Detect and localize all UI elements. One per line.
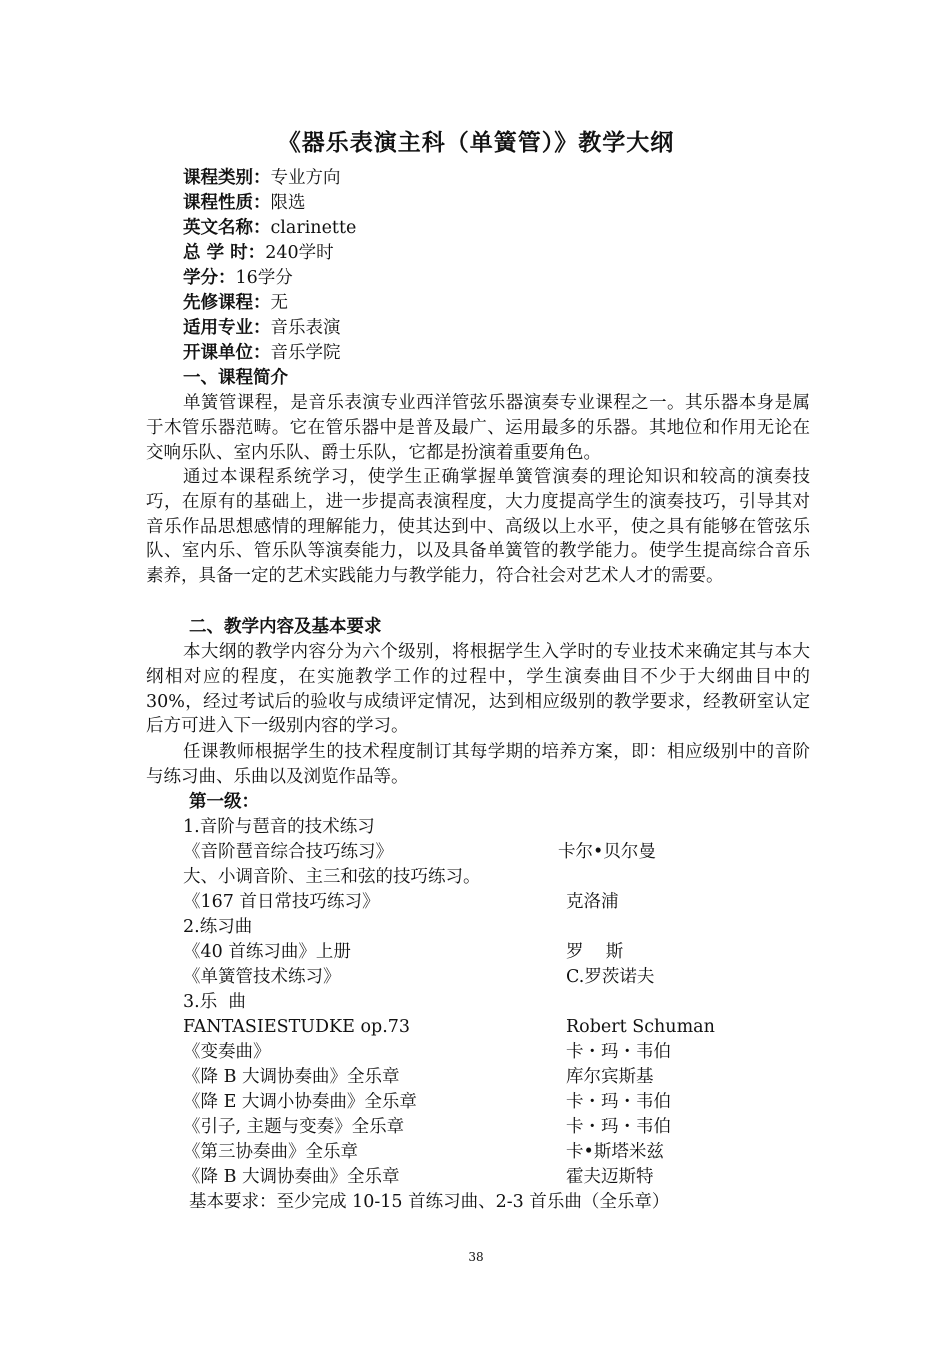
- repertoire-author: 库尔宾斯基: [566, 1067, 654, 1087]
- repertoire-work: 《音阶琶音综合技巧练习》: [183, 842, 393, 862]
- repertoire-author: 卡・玛・韦伯: [566, 1092, 671, 1112]
- content-paragraph-1: 本大纲的教学内容分为六个级别，将根据学生入学时的专业技术来确定其与本大纲相对应的程度，在实施教学工作的过程中，学生演奏曲目不少于大纲曲目中的 30%，经过考试后的验收与成绩评定情况，达到相应级别的教学要求，经教研室认定后方可进入下一级别内容的学习。: [146, 642, 810, 737]
- repertoire-work: 《引子, 主题与变奏》全乐章: [183, 1117, 405, 1137]
- meta-value: 16学分: [235, 268, 293, 288]
- meta-row-credits: [183, 266, 293, 290]
- meta-value: 无: [270, 293, 288, 313]
- section-heading-intro: 一、课程简介: [183, 368, 288, 388]
- repertoire-work: 《降 B 大调协奏曲》全乐章: [183, 1167, 400, 1187]
- meta-label: 适用专业：: [183, 318, 271, 338]
- repertoire-author: 卡•斯塔米兹: [566, 1142, 664, 1162]
- meta-row-english-name: [183, 216, 356, 240]
- meta-label: 课程类别：: [183, 168, 271, 188]
- meta-value: clarinette: [270, 218, 357, 238]
- meta-value: 240学时: [265, 243, 334, 263]
- repertoire-work: 《变奏曲》: [183, 1042, 271, 1062]
- meta-label: 总 学 时：: [183, 243, 266, 263]
- pieces-heading: 3.乐 曲: [183, 992, 246, 1012]
- meta-row-category: [183, 166, 341, 190]
- repertoire-author: 卡尔•贝尔曼: [558, 842, 656, 862]
- basic-requirement: 基本要求：至少完成 10-15 首练习曲、2-3 首乐曲（全乐章）: [189, 1192, 670, 1212]
- meta-row-hours: [183, 241, 334, 265]
- intro-paragraph-1: 单簧管课程，是音乐表演专业西洋管弦乐器演奏专业课程之一。其乐器本身是属于木管乐器范畴。它在管乐器中是普及最广、运用最多的乐器。其地位和作用无论在交响乐队、室内乐队、爵士乐队，它都是扮演着重要角色。: [146, 393, 810, 463]
- level-1-heading: 第一级：: [189, 792, 259, 812]
- repertoire-work: 《167 首日常技巧练习》: [183, 892, 380, 912]
- repertoire-work: 《单簧管技术练习》: [183, 967, 341, 987]
- meta-value: 音乐学院: [270, 343, 341, 363]
- repertoire-author: 霍夫迈斯特: [566, 1167, 654, 1187]
- scales-note: 大、小调音阶、主三和弦的技巧练习。: [183, 867, 481, 887]
- meta-row-department: [183, 341, 341, 365]
- meta-value: 限选: [270, 193, 306, 213]
- repertoire-work: 《第三协奏曲》全乐章: [183, 1142, 358, 1162]
- etudes-heading: 2.练习曲: [183, 917, 253, 937]
- meta-row-nature: [183, 191, 306, 215]
- document-title: 《器乐表演主科（单簧管）》教学大纲: [277, 130, 675, 156]
- meta-label: 课程性质：: [183, 193, 271, 213]
- repertoire-author: 罗 斯: [566, 942, 624, 962]
- repertoire-work: 《40 首练习曲》上册: [183, 942, 351, 962]
- repertoire-work: 《降 B 大调协奏曲》全乐章: [183, 1067, 400, 1087]
- meta-label: 学分：: [183, 268, 236, 288]
- meta-label: 先修课程：: [183, 293, 271, 313]
- repertoire-author: 卡・玛・韦伯: [566, 1042, 671, 1062]
- page-number: 38: [468, 1250, 484, 1264]
- meta-value: 音乐表演: [270, 318, 341, 338]
- intro-paragraph-2: 通过本课程系统学习，使学生正确掌握单簧管演奏的理论知识和较高的演奏技巧，在原有的基础上，进一步提高表演程度，大力度提高学生的演奏技巧，引导其对音乐作品思想感情的理解能力，使其达到中、高级以上水平，使之具有能够在管弦乐队、室内乐、管乐队等演奏能力，以及具备单簧管的教学能力。使学生提高综合音乐素养，具备一定的艺术实践能力与教学能力，符合社会对艺术人才的需要。: [146, 467, 810, 587]
- section-heading-content: 二、教学内容及基本要求: [189, 617, 382, 637]
- meta-label: 开课单位：: [183, 343, 271, 363]
- repertoire-author: C.罗茨诺夫: [566, 967, 655, 987]
- meta-row-prerequisites: [183, 291, 288, 315]
- content-paragraph-2: 任课教师根据学生的技术程度制订其每学期的培养方案，即：相应级别中的音阶与练习曲、乐曲以及浏览作品等。: [146, 742, 810, 787]
- repertoire-author: 克洛浦: [566, 892, 619, 912]
- meta-value: 专业方向: [270, 168, 341, 188]
- repertoire-author: 卡・玛・韦伯: [566, 1117, 671, 1137]
- meta-row-major: [183, 316, 341, 340]
- repertoire-work: FANTASIESTUDKE op.73: [183, 1017, 411, 1037]
- meta-label: 英文名称：: [183, 218, 271, 238]
- scales-heading: 1.音阶与琶音的技术练习: [183, 817, 375, 837]
- repertoire-work: 《降 E 大调小协奏曲》全乐章: [183, 1092, 417, 1112]
- repertoire-author: Robert Schuman: [566, 1017, 715, 1037]
